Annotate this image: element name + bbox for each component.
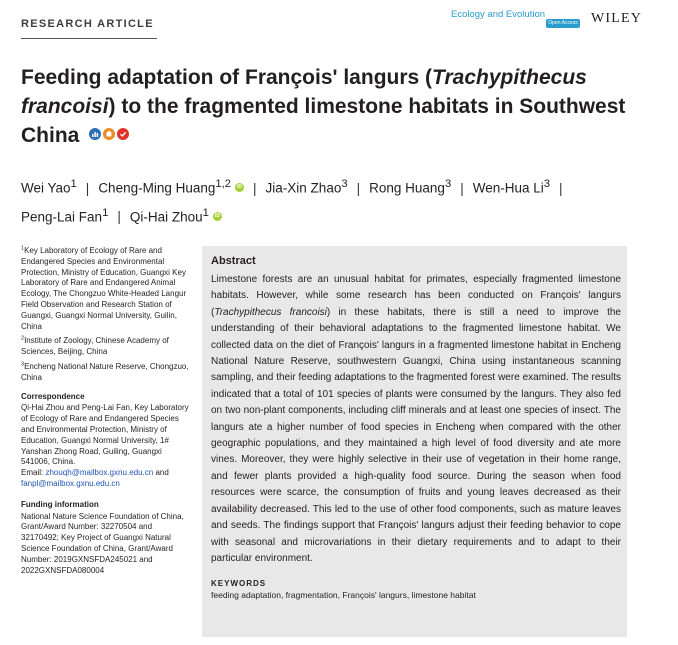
- publisher-logo: WILEY: [591, 11, 643, 26]
- funding-heading: Funding information: [21, 499, 99, 509]
- title-text: Feeding adaptation of François' langurs (: [21, 66, 433, 89]
- author-affiliation-sup: 1,2: [215, 178, 232, 190]
- author-affiliation-sup: 1: [102, 206, 109, 219]
- correspondence-text: Qi-Hai Zhou and Peng-Lai Fan, Key Laboratory of Ecology of Rare and Endangered Species and Environmental Protection, Ministry of Education, Guangxi Normal University, 1# Yanshan Zhong Road, Guiling, Guangxi 541006, China. Email: zhouqh@mailbox.gxnu.edu.cn and fanpl@mailbox.gxnu.edu.cn: [21, 403, 189, 488]
- orcid-icon[interactable]: iD: [237, 184, 243, 191]
- author-separator: |: [559, 180, 563, 196]
- journal-name[interactable]: Ecology and Evolution: [451, 9, 546, 20]
- author-affiliation-sup: 3: [341, 178, 348, 190]
- funding-text: National Nature Science Foundation of China, Grant/Award Number: 32270504 and 32170492; Key Project of Guangxi Natural Science Foundation of China, Grant/Award Number: 2019GXNSFDA245021 and 2022GXNSFDA080004: [21, 511, 184, 575]
- author-name[interactable]: Cheng-Ming Huang: [98, 180, 216, 196]
- author-separator: |: [85, 180, 90, 196]
- open-materials-icon[interactable]: [103, 128, 115, 140]
- author-separator: |: [356, 180, 361, 196]
- author-name[interactable]: Rong Huang: [369, 180, 445, 196]
- author-separator: |: [460, 180, 464, 196]
- author-affiliation-sup: 3: [444, 178, 452, 190]
- abstract-text: Limestone forests are an unusual habitat for primates, especially fragmented limestone habitats. However, while some research has been conducted on François' langurs (Trachypithecus francoisi) in these habitats, there is still a need to improve the understanding of their behavioral adaptations to the fragmented limestone habitat. We collected data on the diet of François' langurs in a fragmented limestone habitat in Encheng National Nature Reserve, southwestern Guangxi, China using instantaneous scanning sampling, and their feeding adaptations to the fragmented forest were examined. The results indicated that a total of 101 species of plants were consumed by the langurs. They also fed on two non-plant components, including cliff minerals and at least one species of insect. The langurs ate a higher number of food species in Encheng when compared with the other geographic populations, and they maintained a high level of food diversity and ate more vines. Moreover, they were highly selective in their use of vegetation in their home range, and fewer plants provided a high-quality food source. During the season when food resources were scarce, the consumption of fruits and young leaves decreased as their availability decreased. This led to the use of other food components, such as mature leaves and seeds. The findings support that François' langurs adjust their feeding behavior to cope with seasonal and microvariations in their dietary requirements and to adapt to their particular environment.: [211, 274, 621, 564]
- keywords-heading: KEYWORDS: [211, 579, 267, 589]
- author-separator: |: [117, 209, 121, 224]
- open-access-badge: Open Access: [546, 19, 580, 28]
- abstract-box: [202, 246, 627, 637]
- keywords-list: feeding adaptation, fragmentation, François' langurs, limestone habitat: [211, 590, 476, 601]
- orcid-icon[interactable]: iD: [214, 212, 220, 219]
- author-name[interactable]: Wei Yao: [21, 180, 71, 196]
- article-sidebar: [21, 246, 189, 576]
- article-header: [21, 9, 657, 35]
- author-affiliation-sup: 3: [543, 178, 551, 190]
- article-title: [21, 63, 641, 150]
- author-name[interactable]: Jia-Xin Zhao: [265, 180, 342, 196]
- email-link-2[interactable]: fanpl@mailbox.gxnu.edu.cn: [21, 478, 120, 488]
- abstract-heading: Abstract: [211, 255, 256, 267]
- author-affiliation-sup: 1: [202, 206, 209, 219]
- open-science-badges: [89, 128, 129, 140]
- affiliation-1: $^1$Key Laboratory of Ecology of Rare and Endangered Species and Environmental Protection, Ministry of Education, Guangxi Key Laboratory of Rare and Endangered Animal Ecology, The Chongzuo White-Headed Langur Field Observation and Research Station of Guangxi, Guangxi Normal University, Guilin, China: [21, 245, 187, 331]
- title-text-end: ) to the fragmented limestone habitats in Southwest China: [21, 95, 626, 147]
- journal-block: [451, 9, 657, 37]
- affiliation-3: $^3$Encheng National Nature Reserve, Chongzuo, China: [21, 361, 189, 382]
- article-type-rule: [21, 38, 157, 39]
- author-name[interactable]: Peng-Lai Fan: [21, 209, 103, 224]
- author-name[interactable]: Qi-Hai Zhou: [129, 209, 203, 224]
- author-affiliation-sup: 1: [70, 178, 77, 190]
- correspondence-heading: Correspondence: [21, 391, 85, 401]
- title-species: Trachypithecus francoisi: [21, 66, 587, 118]
- author-list: [21, 172, 651, 229]
- email-link-1[interactable]: zhouqh@mailbox.gxnu.edu.cn: [45, 468, 154, 478]
- preregistered-icon[interactable]: [117, 128, 129, 140]
- open-data-icon[interactable]: [89, 128, 101, 140]
- affiliation-2: $^2$Institute of Zoology, Chinese Academy of Sciences, Beijing, China: [21, 335, 169, 357]
- author-name[interactable]: Wen-Hua Li: [472, 180, 544, 196]
- author-separator: |: [253, 180, 257, 196]
- article-type-label: RESEARCH ARTICLE: [21, 18, 154, 30]
